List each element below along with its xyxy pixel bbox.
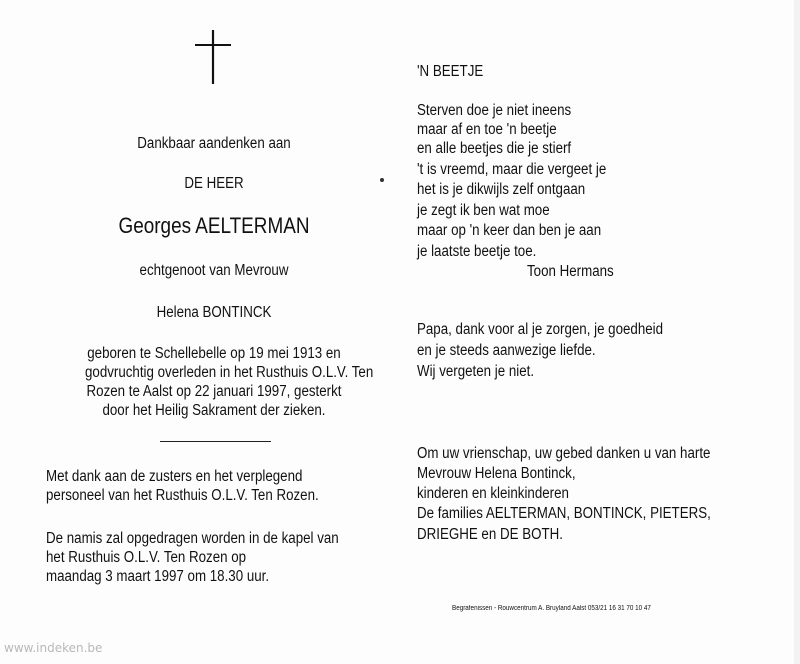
divider-line (160, 441, 271, 442)
spouse-name: Helena BONTINCK (156, 304, 272, 321)
title-text: DE HEER (184, 175, 244, 192)
family-line: DRIEGHE en DE BOTH. (417, 526, 563, 543)
thanks-line: personeel van het Rusthuis O.L.V. Ten Rozen. (46, 487, 319, 504)
papa-line: en je steeds aanwezige liefde. (417, 342, 596, 359)
thanks-line: Met dank aan de zusters en het verplegend (46, 468, 303, 485)
poem-author: Toon Hermans (527, 263, 614, 280)
bio-line: door het Heilig Sakrament der zieken. (102, 402, 326, 419)
printer-credit: Begrafenissen - Rouwcentrum A. Bruyland Aalst 053/21 16 31 70 10 47 (452, 605, 651, 612)
poem-line: maar af en toe 'n beetje (417, 121, 557, 138)
cross-icon (193, 28, 233, 86)
ink-dot (380, 178, 384, 182)
family-line: kinderen en kleinkinderen (417, 485, 569, 502)
poem-line: en alle beetjes die je stierf (417, 140, 572, 157)
papa-line: Wij vergeten je niet. (417, 363, 535, 380)
intro-text: Dankbaar aandenken aan (137, 135, 291, 152)
bio-line: Rozen te Aalst op 22 januari 1997, gesterkt (86, 383, 342, 400)
poem-title: 'N BEETJE (417, 63, 484, 80)
poem-line: het is je dikwijls zelf ontgaan (417, 181, 586, 198)
family-line: De families AELTERMAN, BONTINCK, PIETERS, (417, 505, 711, 522)
poem-line: je zegt ik ben wat moe (417, 202, 550, 219)
poem-line: 't is vreemd, maar die vergeet je (417, 161, 607, 178)
deceased-name: Georges AELTERMAN (118, 213, 310, 238)
relation-text: echtgenoot van Mevrouw (139, 262, 289, 279)
card-edge (794, 0, 800, 664)
poem-line: maar op 'n keer dan ben je aan (417, 222, 602, 239)
mass-line: het Rusthuis O.L.V. Ten Rozen op (46, 549, 247, 566)
poem-line: Sterven doe je niet ineens (417, 102, 572, 119)
papa-line: Papa, dank voor al je zorgen, je goedheid (417, 321, 664, 338)
mass-line: maandag 3 maart 1997 om 18.30 uur. (46, 568, 270, 585)
watermark-text: www.indeken.be (4, 641, 103, 655)
family-line: Mevrouw Helena Bontinck, (417, 465, 576, 482)
mass-line: De namis zal opgedragen worden in de kapel van (46, 530, 339, 547)
bio-line: geboren te Schellebelle op 19 mei 1913 en (87, 345, 341, 362)
bio-line: godvruchtig overleden in het Rusthuis O.L.V. Ten (85, 364, 374, 381)
poem-line: je laatste beetje toe. (417, 243, 537, 260)
family-line: Om uw vrienschap, uw gebed danken u van harte (417, 445, 711, 462)
